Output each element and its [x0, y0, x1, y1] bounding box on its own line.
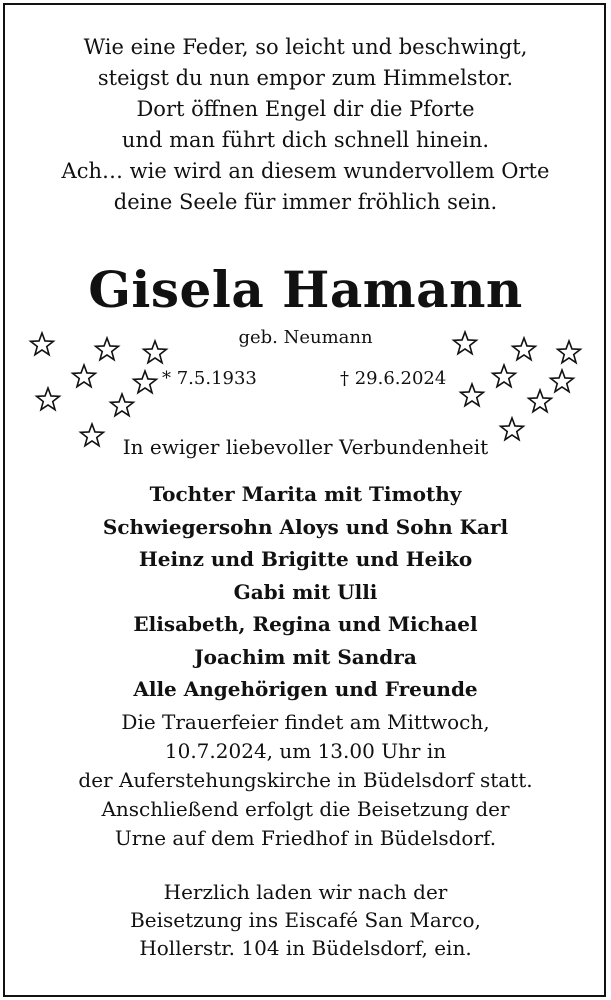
service-line: der Auferstehungskirche in Büdelsdorf statt. — [78, 768, 533, 792]
family-line: Alle Angehörigen und Freunde — [133, 677, 478, 701]
invitation-line: Hollerstr. 104 in Büdelsdorf, ein. — [139, 936, 472, 960]
deceased-name: Gisela Hamann — [88, 260, 523, 319]
family-line: Elisabeth, Regina und Michael — [133, 612, 478, 636]
poem-line: Ach… wie wird an diesem wundervollem Orte — [61, 159, 550, 183]
family-line: Gabi mit Ulli — [233, 579, 378, 604]
birth-name: geb. Neumann — [238, 327, 373, 348]
invitation — [0, 878, 611, 962]
star-outline-icon — [498, 416, 526, 444]
star-outline-icon — [70, 363, 98, 391]
service-line: Urne auf dem Friedhof in Büdelsdorf. — [114, 826, 497, 850]
invitation-line: Herzlich laden wir nach der — [163, 880, 448, 904]
family-line: Heinz und Brigitte und Heiko — [138, 547, 473, 571]
service-info — [0, 708, 611, 853]
star-outline-icon — [451, 330, 479, 358]
service-line: Die Trauerfeier findet am Mittwoch, — [121, 710, 490, 734]
death-date: † 29.6.2024 — [340, 368, 447, 389]
poem-line: deine Seele für immer fröhlich sein. — [113, 190, 498, 214]
star-outline-icon — [458, 382, 486, 410]
star-outline-icon — [141, 339, 169, 367]
star-outline-icon — [28, 331, 56, 359]
family-list — [0, 478, 611, 706]
invitation-line: Beisetzung ins Eiscafé San Marco, — [130, 908, 481, 932]
family-line: Tochter Marita mit Timothy — [149, 482, 462, 506]
poem-line: steigst du nun empor zum Himmelstor. — [97, 66, 514, 90]
service-line: 10.7.2024, um 13.00 Uhr in — [164, 739, 447, 763]
service-line: Anschließend erfolgt die Beisetzung der — [101, 797, 510, 821]
poem-line: Wie eine Feder, so leicht und beschwingt, — [83, 35, 528, 59]
poem — [0, 32, 611, 218]
star-outline-icon — [555, 339, 583, 367]
birth-date: * 7.5.1933 — [162, 368, 257, 389]
star-outline-icon — [93, 336, 121, 364]
family-line: Joachim mit Sandra — [194, 644, 417, 669]
family-line: Schwiegersohn Aloys und Sohn Karl — [102, 514, 509, 539]
star-outline-icon — [34, 386, 62, 414]
star-outline-icon — [78, 422, 106, 450]
star-outline-icon — [108, 392, 136, 420]
poem-line: Dort öffnen Engel dir die Pforte — [136, 97, 475, 121]
intro-text: In ewiger liebevoller Verbundenheit — [122, 435, 489, 459]
star-outline-icon — [526, 388, 554, 416]
star-outline-icon — [490, 363, 518, 391]
poem-line: und man führt dich schnell hinein. — [121, 128, 490, 152]
star-outline-icon — [510, 336, 538, 364]
